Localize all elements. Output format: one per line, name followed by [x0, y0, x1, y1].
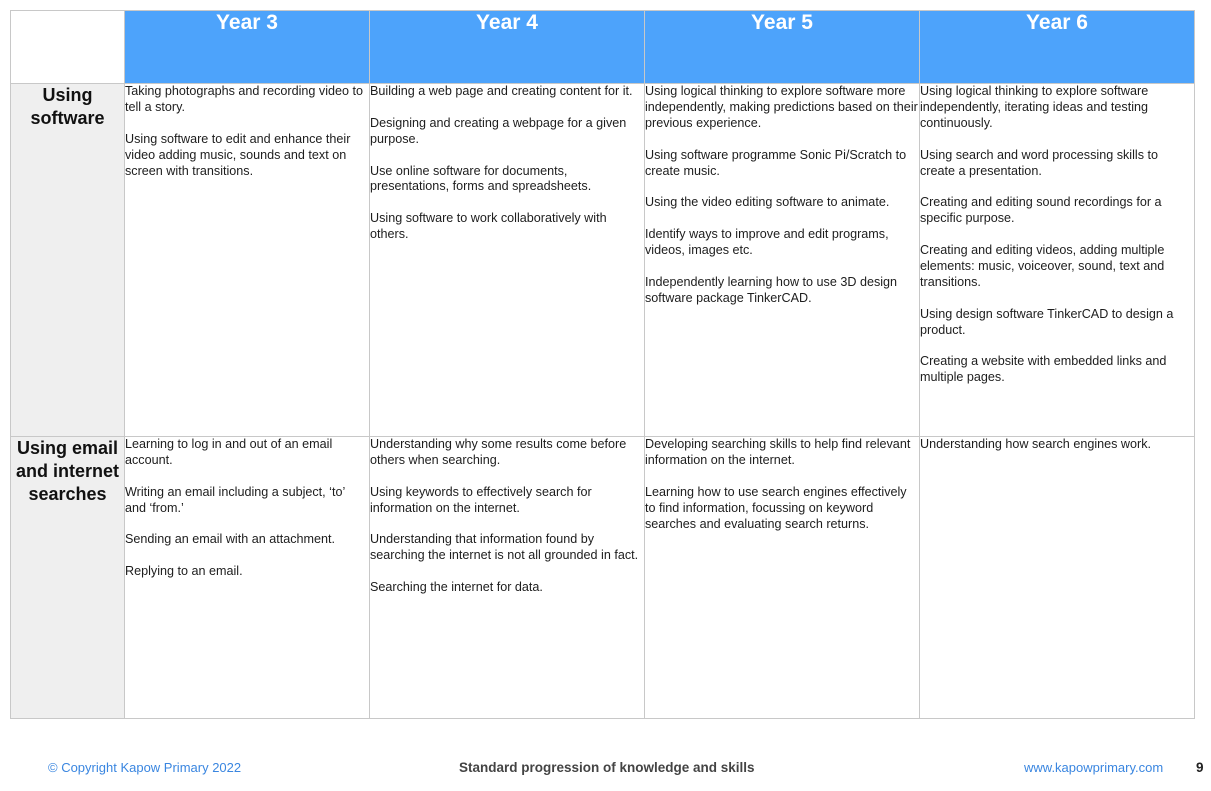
skill-item: Developing searching skills to help find relevant information on the internet. — [645, 437, 911, 467]
page-number: 9 — [1196, 760, 1204, 775]
skill-item: Learning to log in and out of an email account. — [125, 437, 333, 467]
skill-item: Using design software TinkerCAD to design a product. — [920, 306, 1174, 337]
skill-item: Writing an email including a subject, ‘to’ and ‘from.’ — [125, 484, 345, 515]
copyright-text: © Copyright Kapow Primary 2022 — [48, 760, 242, 775]
skill-item: Building a web page and creating content for it. — [370, 84, 633, 98]
table-row-email-searches — [11, 437, 1195, 719]
row-heading-using-software: Using software — [11, 84, 125, 437]
skill-item: Creating and editing sound recordings for a specific purpose. — [920, 195, 1162, 226]
cell-software-year-4 — [370, 84, 645, 437]
skill-item: Using logical thinking to explore software more independently, making predictions based on their previous experience. — [645, 84, 918, 130]
skill-item: Searching the internet for data. — [370, 580, 543, 595]
skill-item: Understanding why some results come before others when searching. — [370, 437, 627, 467]
document-title: Standard progression of knowledge and skills — [459, 760, 755, 775]
skill-item: Creating a website with embedded links and multiple pages. — [920, 354, 1167, 385]
skill-item: Use online software for documents, presentations, forms and spreadsheets. — [370, 163, 592, 194]
skill-item: Replying to an email. — [125, 564, 243, 579]
skill-item: Independently learning how to use 3D design software package TinkerCAD. — [645, 274, 898, 305]
header-year-5: Year 5 — [645, 11, 920, 84]
progression-table — [10, 10, 1195, 719]
header-year-6: Year 6 — [920, 11, 1195, 84]
table-row-using-software — [11, 84, 1195, 437]
cell-software-year-3 — [125, 84, 370, 437]
skill-item: Sending an email with an attachment. — [125, 532, 336, 547]
website-link[interactable]: www.kapowprimary.com — [1024, 760, 1164, 775]
skill-item: Using keywords to effectively search for information on the internet. — [370, 484, 592, 515]
skill-item: Using software programme Sonic Pi/Scratch to create music. — [645, 147, 907, 178]
row-heading-email-searches: Using email and internet searches — [11, 437, 125, 719]
skill-item: Taking photographs and recording video to tell a story. — [125, 84, 364, 114]
skill-item: Creating and editing videos, adding multiple elements: music, voiceover, sound, text and transitions. — [920, 243, 1165, 289]
cell-software-year-6 — [920, 84, 1195, 437]
skill-item: Learning how to use search engines effectively to find information, focussing on keyword searches and evaluating search returns. — [645, 484, 907, 531]
skill-item: Using software to edit and enhance their video adding music, sounds and text on screen with transitions. — [125, 131, 351, 178]
cell-email-year-5 — [645, 437, 920, 719]
cell-email-year-4 — [370, 437, 645, 719]
table-corner — [11, 11, 125, 84]
skill-item: Using software to work collaboratively with others. — [370, 211, 607, 242]
header-year-4: Year 4 — [370, 11, 645, 84]
cell-email-year-6 — [920, 437, 1195, 719]
cell-software-year-5 — [645, 84, 920, 437]
skill-item: Using logical thinking to explore software independently, iterating ideas and testing continuously. — [920, 84, 1149, 130]
header-year-3: Year 3 — [125, 11, 370, 84]
skill-item: Designing and creating a webpage for a given purpose. — [370, 115, 627, 146]
cell-email-year-3 — [125, 437, 370, 719]
skill-item: Understanding that information found by searching the internet is not all grounded in fact. — [370, 532, 639, 563]
skill-item: Using search and word processing skills to create a presentation. — [920, 147, 1158, 178]
skill-item: Using the video editing software to animate. — [645, 195, 890, 210]
skill-item: Identify ways to improve and edit programs, videos, images etc. — [645, 227, 889, 258]
skill-item: Understanding how search engines work. — [920, 437, 1152, 451]
